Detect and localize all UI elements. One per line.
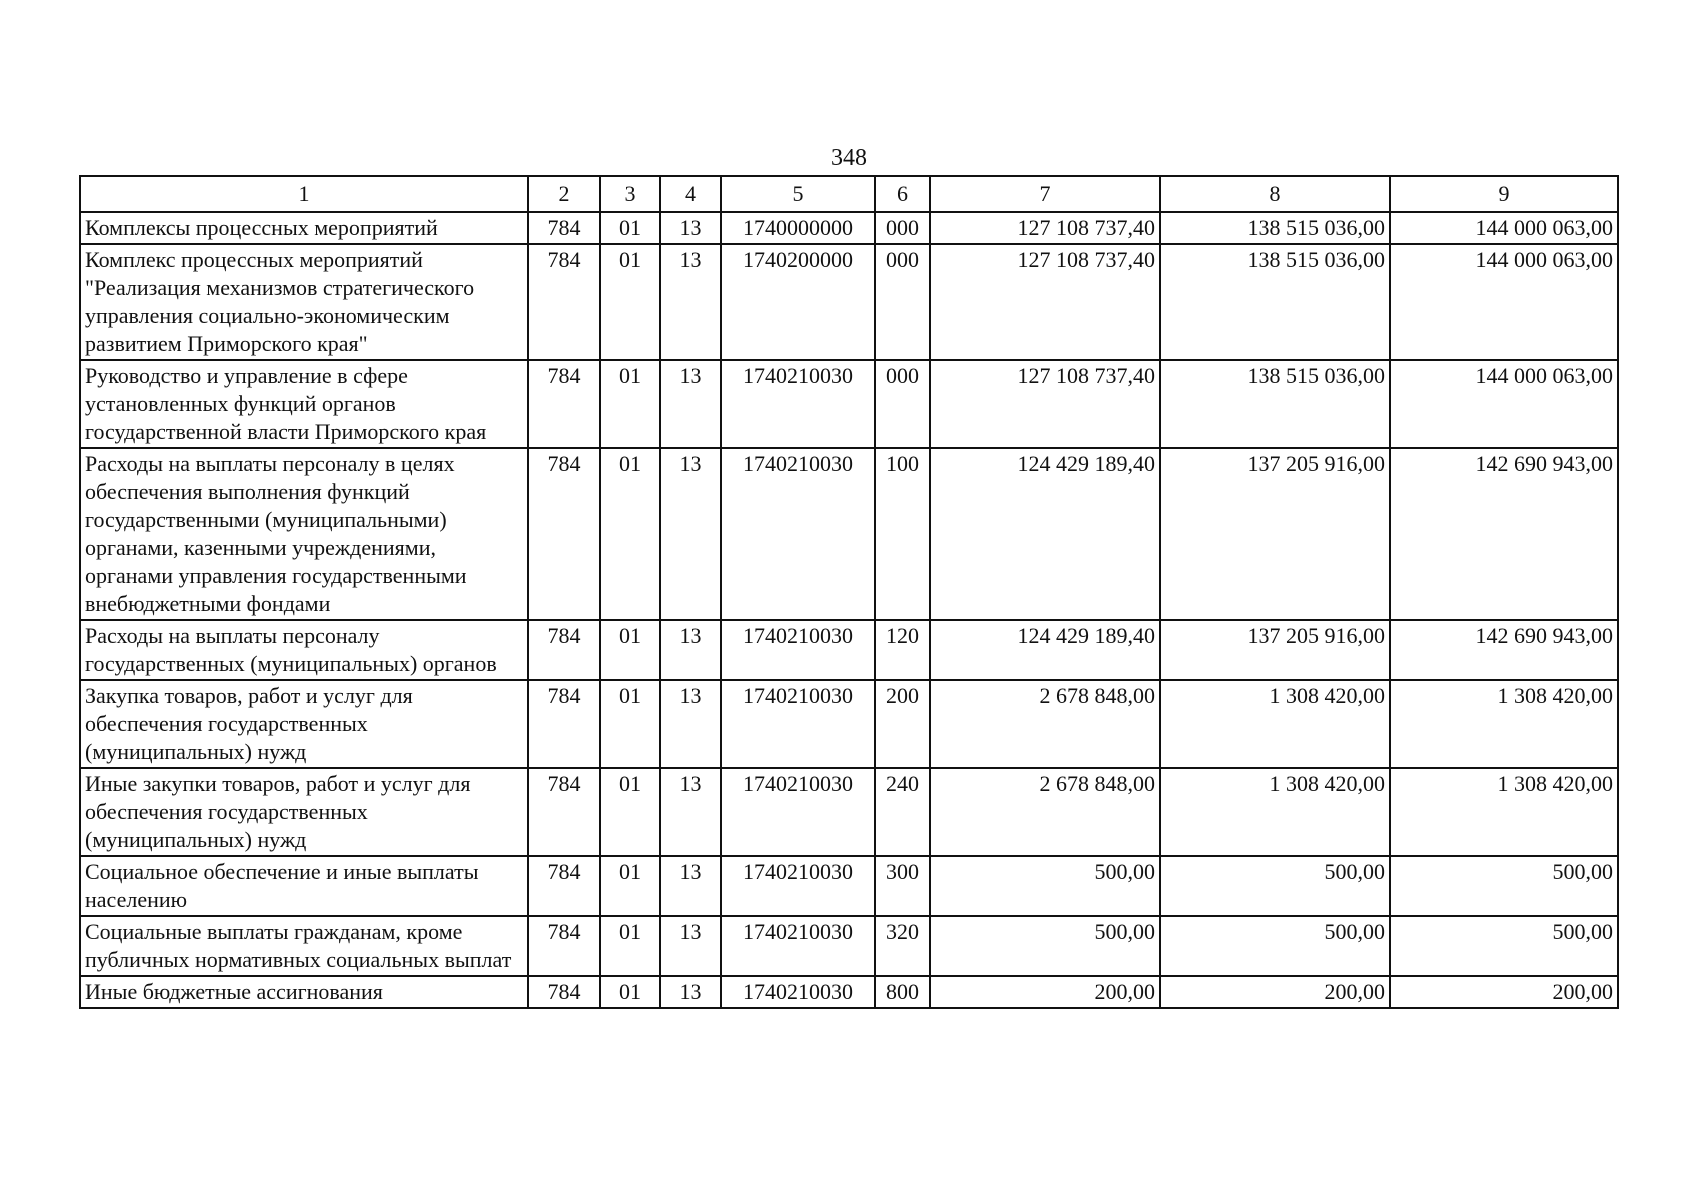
- cell-col6: 200: [875, 680, 930, 768]
- row-name: Руководство и управление в сфере установленных функций органов государственной власти Приморского края: [80, 360, 528, 448]
- cell-col2: 784: [528, 448, 600, 620]
- cell-col9: 1 308 420,00: [1390, 680, 1618, 768]
- cell-col4: 13: [660, 212, 721, 244]
- column-header: 7: [930, 176, 1160, 212]
- table-row: [80, 448, 1618, 620]
- cell-col5: 1740210030: [721, 916, 875, 976]
- table-row: [80, 244, 1618, 360]
- table-row: [80, 212, 1618, 244]
- cell-col6: 800: [875, 976, 930, 1008]
- cell-col3: 01: [600, 976, 660, 1008]
- cell-col7: 127 108 737,40: [930, 360, 1160, 448]
- cell-col5: 1740210030: [721, 448, 875, 620]
- cell-col3: 01: [600, 768, 660, 856]
- row-name: Расходы на выплаты персоналу государственных (муниципальных) органов: [80, 620, 528, 680]
- cell-col5: 1740210030: [721, 768, 875, 856]
- column-header: 5: [721, 176, 875, 212]
- cell-col2: 784: [528, 620, 600, 680]
- row-name: Социальные выплаты гражданам, кроме публичных нормативных социальных выплат: [80, 916, 528, 976]
- cell-col8: 500,00: [1160, 916, 1390, 976]
- cell-col8: 137 205 916,00: [1160, 620, 1390, 680]
- cell-col7: 2 678 848,00: [930, 680, 1160, 768]
- cell-col4: 13: [660, 680, 721, 768]
- cell-col4: 13: [660, 916, 721, 976]
- cell-col2: 784: [528, 976, 600, 1008]
- budget-table: [79, 175, 1619, 1009]
- column-header: 3: [600, 176, 660, 212]
- cell-col3: 01: [600, 244, 660, 360]
- cell-col6: 120: [875, 620, 930, 680]
- table-row: [80, 976, 1618, 1008]
- cell-col8: 200,00: [1160, 976, 1390, 1008]
- cell-col7: 124 429 189,40: [930, 448, 1160, 620]
- row-name: Социальное обеспечение и иные выплаты населению: [80, 856, 528, 916]
- cell-col5: 1740210030: [721, 976, 875, 1008]
- cell-col3: 01: [600, 360, 660, 448]
- cell-col5: 1740210030: [721, 856, 875, 916]
- cell-col6: 300: [875, 856, 930, 916]
- table-row: [80, 768, 1618, 856]
- cell-col8: 1 308 420,00: [1160, 768, 1390, 856]
- cell-col3: 01: [600, 212, 660, 244]
- cell-col7: 500,00: [930, 916, 1160, 976]
- cell-col2: 784: [528, 916, 600, 976]
- cell-col2: 784: [528, 768, 600, 856]
- cell-col3: 01: [600, 856, 660, 916]
- cell-col7: 124 429 189,40: [930, 620, 1160, 680]
- cell-col8: 138 515 036,00: [1160, 244, 1390, 360]
- cell-col3: 01: [600, 680, 660, 768]
- cell-col9: 1 308 420,00: [1390, 768, 1618, 856]
- cell-col8: 138 515 036,00: [1160, 212, 1390, 244]
- cell-col7: 500,00: [930, 856, 1160, 916]
- column-header: 4: [660, 176, 721, 212]
- page-number: 348: [831, 145, 867, 171]
- column-header: 8: [1160, 176, 1390, 212]
- cell-col7: 127 108 737,40: [930, 212, 1160, 244]
- column-header: 2: [528, 176, 600, 212]
- row-name: Комплексы процессных мероприятий: [80, 212, 528, 244]
- cell-col7: 2 678 848,00: [930, 768, 1160, 856]
- cell-col7: 200,00: [930, 976, 1160, 1008]
- cell-col8: 500,00: [1160, 856, 1390, 916]
- cell-col4: 13: [660, 768, 721, 856]
- cell-col6: 000: [875, 360, 930, 448]
- cell-col8: 138 515 036,00: [1160, 360, 1390, 448]
- table-row: [80, 856, 1618, 916]
- cell-col9: 142 690 943,00: [1390, 620, 1618, 680]
- cell-col4: 13: [660, 244, 721, 360]
- table-row: [80, 680, 1618, 768]
- cell-col4: 13: [660, 448, 721, 620]
- cell-col7: 127 108 737,40: [930, 244, 1160, 360]
- cell-col2: 784: [528, 212, 600, 244]
- cell-col6: 240: [875, 768, 930, 856]
- cell-col2: 784: [528, 856, 600, 916]
- cell-col2: 784: [528, 680, 600, 768]
- cell-col5: 1740210030: [721, 360, 875, 448]
- cell-col9: 144 000 063,00: [1390, 212, 1618, 244]
- cell-col8: 137 205 916,00: [1160, 448, 1390, 620]
- cell-col6: 000: [875, 212, 930, 244]
- cell-col5: 1740000000: [721, 212, 875, 244]
- cell-col4: 13: [660, 976, 721, 1008]
- cell-col9: 144 000 063,00: [1390, 360, 1618, 448]
- column-header: 1: [80, 176, 528, 212]
- cell-col6: 100: [875, 448, 930, 620]
- row-name: Закупка товаров, работ и услуг для обеспечения государственных (муниципальных) нужд: [80, 680, 528, 768]
- cell-col9: 200,00: [1390, 976, 1618, 1008]
- table-row: [80, 360, 1618, 448]
- row-name: Комплекс процессных мероприятий "Реализация механизмов стратегического управления социально-экономическим развитием Приморского края": [80, 244, 528, 360]
- table-row: [80, 916, 1618, 976]
- cell-col4: 13: [660, 360, 721, 448]
- cell-col3: 01: [600, 620, 660, 680]
- cell-col3: 01: [600, 448, 660, 620]
- row-name: Иные бюджетные ассигнования: [80, 976, 528, 1008]
- row-name: Расходы на выплаты персоналу в целях обеспечения выполнения функций государственными (муниципальными) органами, казенными учреждениями, органами управления государственными внебюджетными фондами: [80, 448, 528, 620]
- table-row: [80, 620, 1618, 680]
- cell-col5: 1740210030: [721, 680, 875, 768]
- header-row: [80, 176, 1618, 212]
- cell-col6: 000: [875, 244, 930, 360]
- column-header: 6: [875, 176, 930, 212]
- cell-col6: 320: [875, 916, 930, 976]
- cell-col9: 144 000 063,00: [1390, 244, 1618, 360]
- cell-col4: 13: [660, 620, 721, 680]
- cell-col8: 1 308 420,00: [1160, 680, 1390, 768]
- cell-col5: 1740200000: [721, 244, 875, 360]
- cell-col5: 1740210030: [721, 620, 875, 680]
- cell-col9: 500,00: [1390, 856, 1618, 916]
- row-name: Иные закупки товаров, работ и услуг для обеспечения государственных (муниципальных) нужд: [80, 768, 528, 856]
- cell-col9: 500,00: [1390, 916, 1618, 976]
- cell-col2: 784: [528, 244, 600, 360]
- cell-col9: 142 690 943,00: [1390, 448, 1618, 620]
- cell-col2: 784: [528, 360, 600, 448]
- cell-col4: 13: [660, 856, 721, 916]
- cell-col3: 01: [600, 916, 660, 976]
- column-header: 9: [1390, 176, 1618, 212]
